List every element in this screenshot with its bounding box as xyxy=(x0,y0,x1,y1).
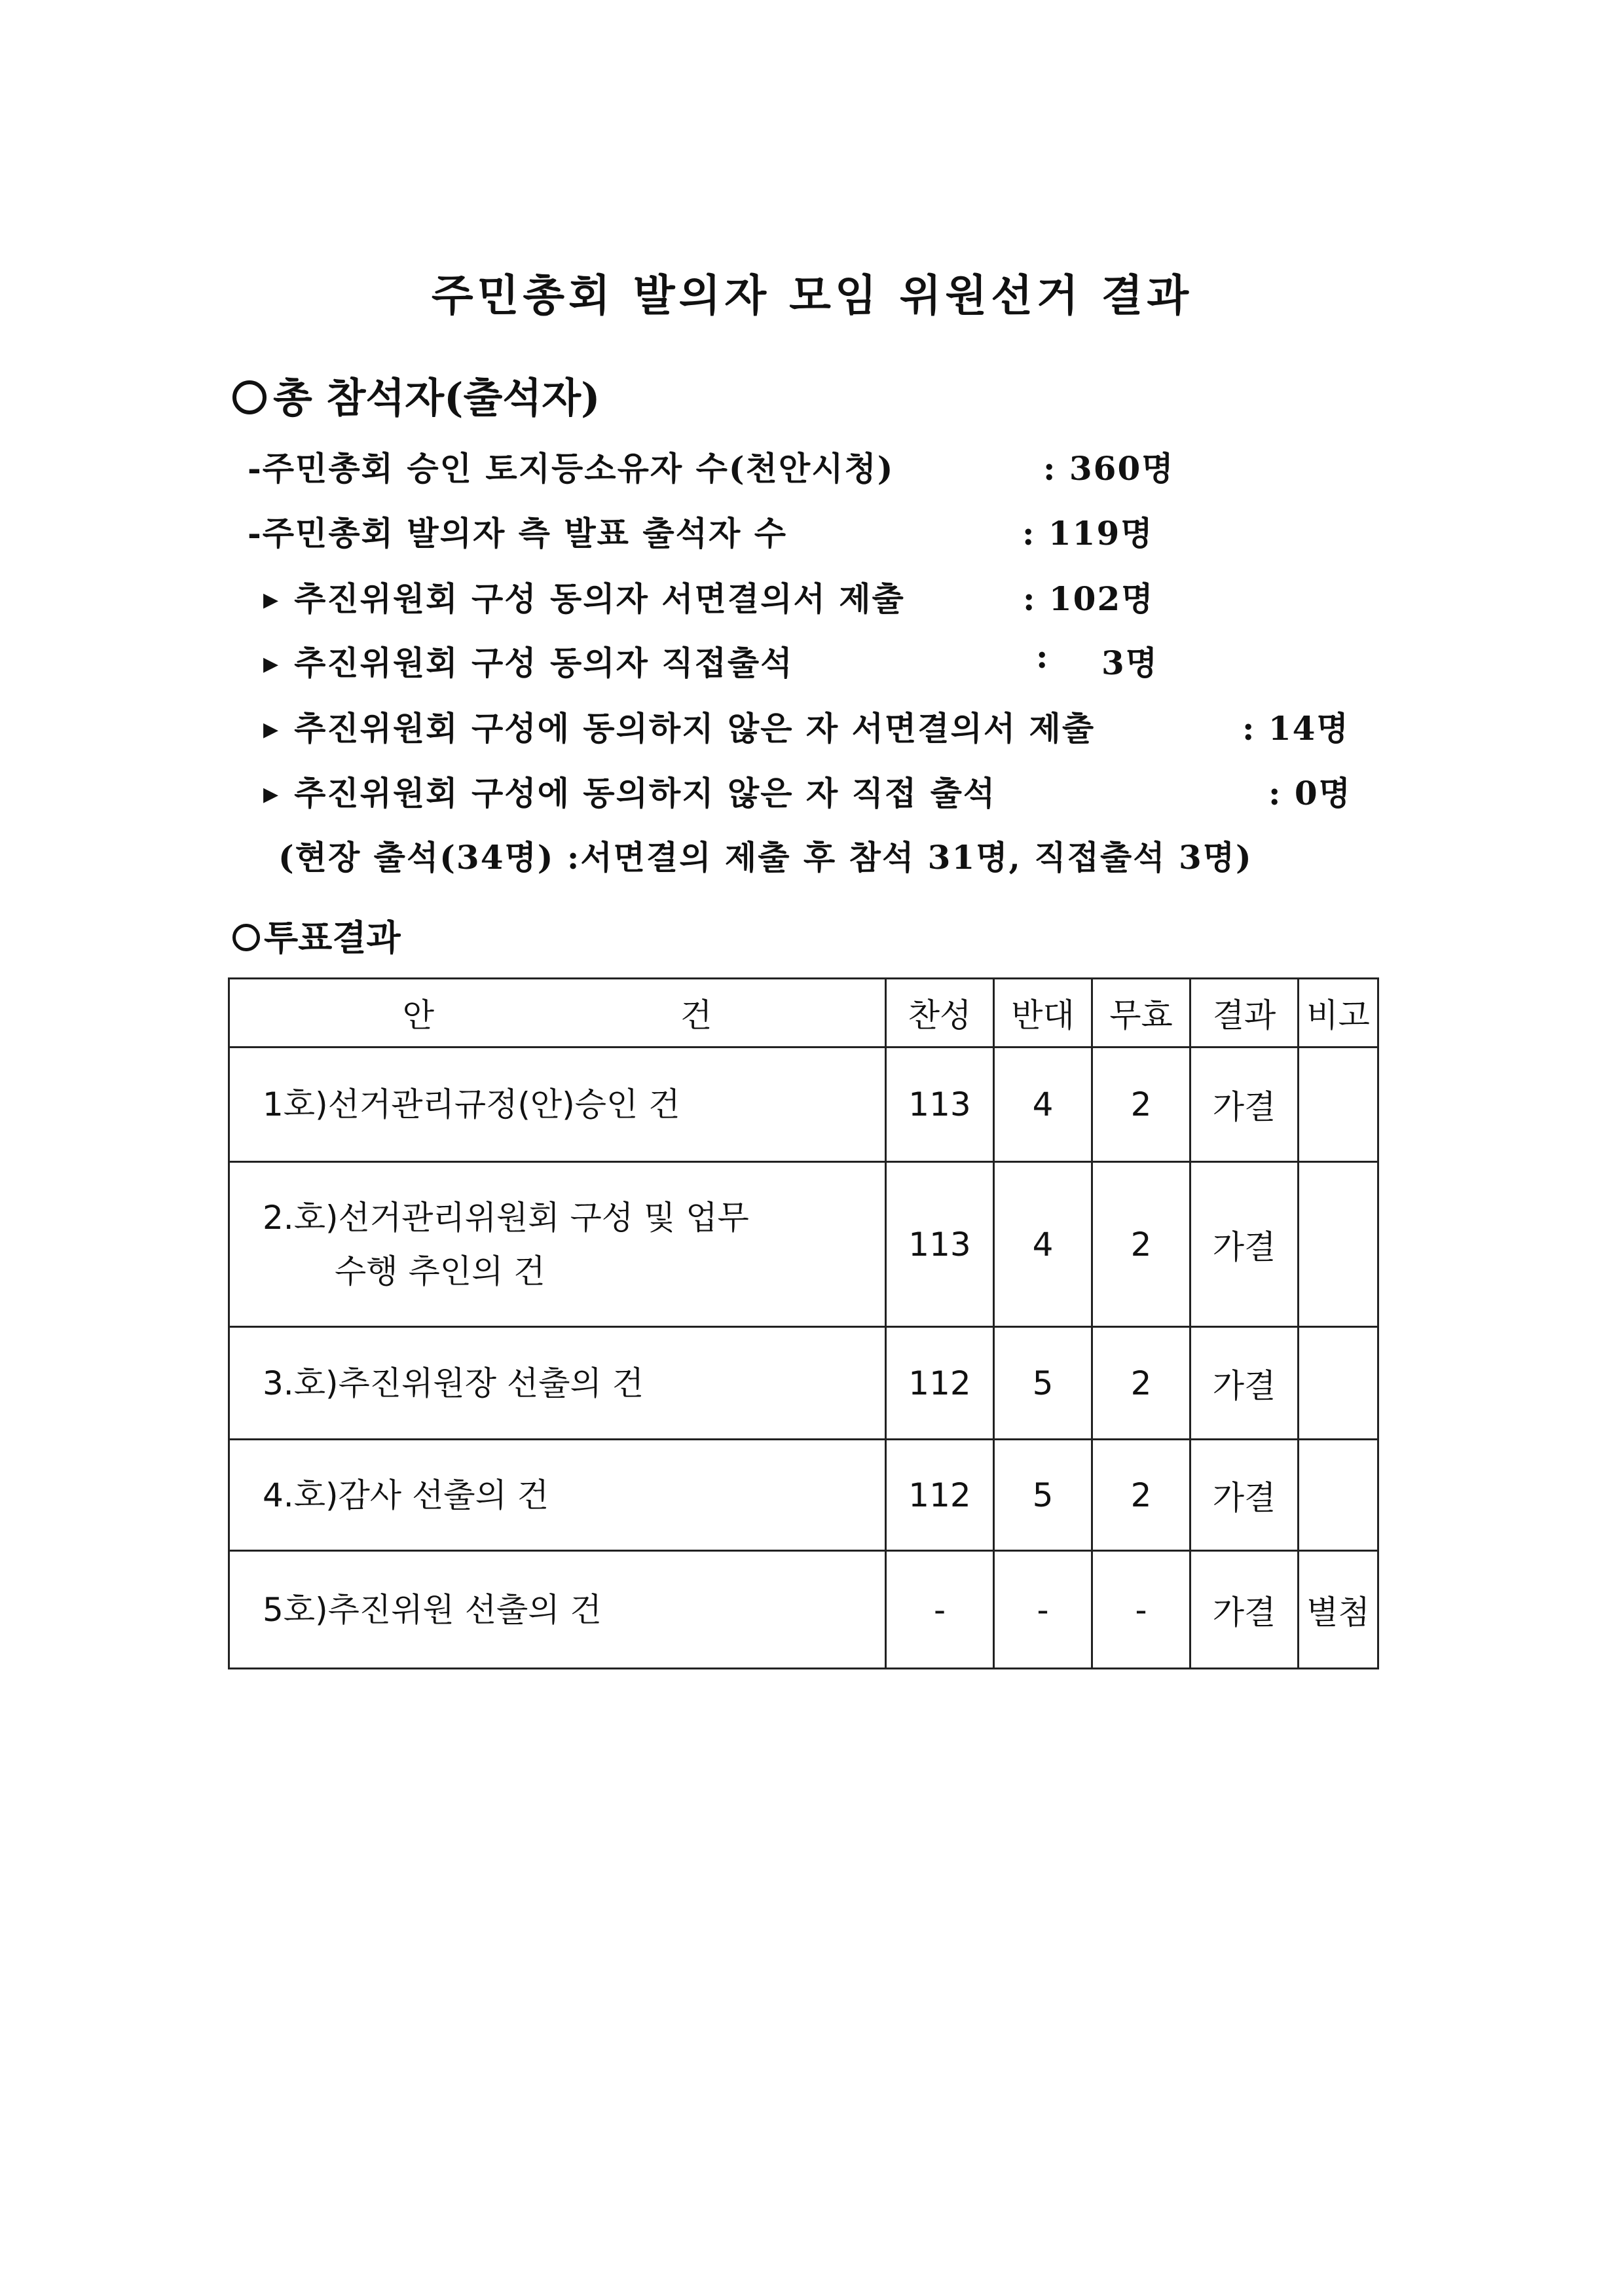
remark xyxy=(1299,1048,1378,1162)
table-row xyxy=(229,1162,1378,1327)
attendance-heading-text: 총 참석자(출석자) xyxy=(273,374,600,422)
yes-count: 113 xyxy=(886,1048,994,1162)
no-count: 4 xyxy=(994,1048,1092,1162)
table-row xyxy=(229,1327,1378,1440)
triangle-bullet-icon: ▶ xyxy=(263,783,280,806)
attendance-subline xyxy=(263,573,1154,620)
attendance-heading xyxy=(232,365,600,424)
no-count: 4 xyxy=(994,1162,1092,1327)
agenda-item xyxy=(229,1162,886,1327)
attendance-line-label: -주민총회 발의자 측 발표 출석자 수 xyxy=(248,514,787,553)
attendance-note: (현장 출석(34명) :서면결의 제출 후 참석 31명, 직접출석 3명) xyxy=(278,838,1253,877)
attendance-line-label: 추진위원회 구성 동의자 직접출석 xyxy=(294,644,794,682)
attendance-line-value: : xyxy=(1036,637,1050,676)
remark xyxy=(1299,1162,1378,1327)
invalid-count: - xyxy=(1092,1551,1190,1669)
attendance-line-value: : 119명 xyxy=(1022,514,1154,553)
column-header-remark: 비고 xyxy=(1299,979,1378,1048)
yes-count: - xyxy=(886,1551,994,1669)
attendance-subline xyxy=(263,637,1159,684)
yes-count: 112 xyxy=(886,1327,994,1440)
agenda-item: 5호)추진위원 선출의 건 xyxy=(229,1551,886,1669)
attendance-line-label: 추진위원회 구성에 동의하지 않은 자 서면결의서 제출 xyxy=(294,709,1096,748)
vote-results-table xyxy=(228,977,1379,1669)
circle-bullet-icon xyxy=(232,380,267,414)
triangle-bullet-icon: ▶ xyxy=(263,718,280,741)
attendance-subline xyxy=(263,767,1352,814)
agenda-item: 4.호)감사 선출의 건 xyxy=(229,1440,886,1551)
invalid-count: 2 xyxy=(1092,1162,1190,1327)
yes-count: 113 xyxy=(886,1162,994,1327)
agenda-item-line: 2.호)선거관리위원회 구성 및 업무 xyxy=(263,1198,749,1237)
no-count: 5 xyxy=(994,1327,1092,1440)
vote-result: 가결 xyxy=(1190,1048,1299,1162)
invalid-count: 2 xyxy=(1092,1048,1190,1162)
triangle-bullet-icon: ▶ xyxy=(263,589,280,611)
attendance-line-label: 추진위원회 구성에 동의하지 않은 자 직접 출석 xyxy=(294,774,997,812)
agenda-item: 1호)선거관리규정(안)승인 건 xyxy=(229,1048,886,1162)
attendance-line-value: : 14명 xyxy=(1242,709,1350,748)
attendance-line xyxy=(248,507,1154,555)
invalid-count: 2 xyxy=(1092,1440,1190,1551)
column-header-invalid: 무효 xyxy=(1092,979,1190,1048)
yes-count: 112 xyxy=(886,1440,994,1551)
agenda-item-line: 수행 추인의 건 xyxy=(335,1252,545,1290)
triangle-bullet-icon: ▶ xyxy=(263,653,280,676)
vote-result: 가결 xyxy=(1190,1327,1299,1440)
vote-result: 가결 xyxy=(1190,1551,1299,1669)
remark xyxy=(1299,1440,1378,1551)
no-count: - xyxy=(994,1551,1092,1669)
attendance-line xyxy=(248,443,1175,490)
remark: 별첨 xyxy=(1299,1551,1378,1669)
attendance-line-label: -주민총회 승인 토지등소유자 수(천안시청) xyxy=(248,449,895,488)
vote-results-heading-text: 투표결과 xyxy=(264,917,401,958)
table-header-row xyxy=(229,979,1378,1048)
table-row xyxy=(229,1551,1378,1669)
table-row xyxy=(229,1048,1378,1162)
column-header-no: 반대 xyxy=(994,979,1092,1048)
attendance-line-label: 추진위원회 구성 동의자 서면결의서 제출 xyxy=(294,579,905,618)
no-count: 5 xyxy=(994,1440,1092,1551)
column-header-item: 안 건 xyxy=(229,979,886,1048)
attendance-line-value: : 102명 xyxy=(1023,579,1154,618)
attendance-line-value: 3명 xyxy=(1101,644,1159,682)
column-header-result: 결과 xyxy=(1190,979,1299,1048)
agenda-item: 3.호)추진위원장 선출의 건 xyxy=(229,1327,886,1440)
table-row xyxy=(229,1440,1378,1551)
attendance-line-value: : 360명 xyxy=(1043,449,1175,488)
document-title: 주민총회 발의자 모임 위원선거 결과 xyxy=(431,270,1193,321)
circle-bullet-icon xyxy=(232,924,260,951)
vote-result: 가결 xyxy=(1190,1440,1299,1551)
column-header-yes: 찬성 xyxy=(886,979,994,1048)
attendance-subline xyxy=(263,702,1350,750)
remark xyxy=(1299,1327,1378,1440)
invalid-count: 2 xyxy=(1092,1327,1190,1440)
vote-results-heading xyxy=(232,910,401,960)
vote-result: 가결 xyxy=(1190,1162,1299,1327)
attendance-line-value: : 0명 xyxy=(1268,774,1352,812)
